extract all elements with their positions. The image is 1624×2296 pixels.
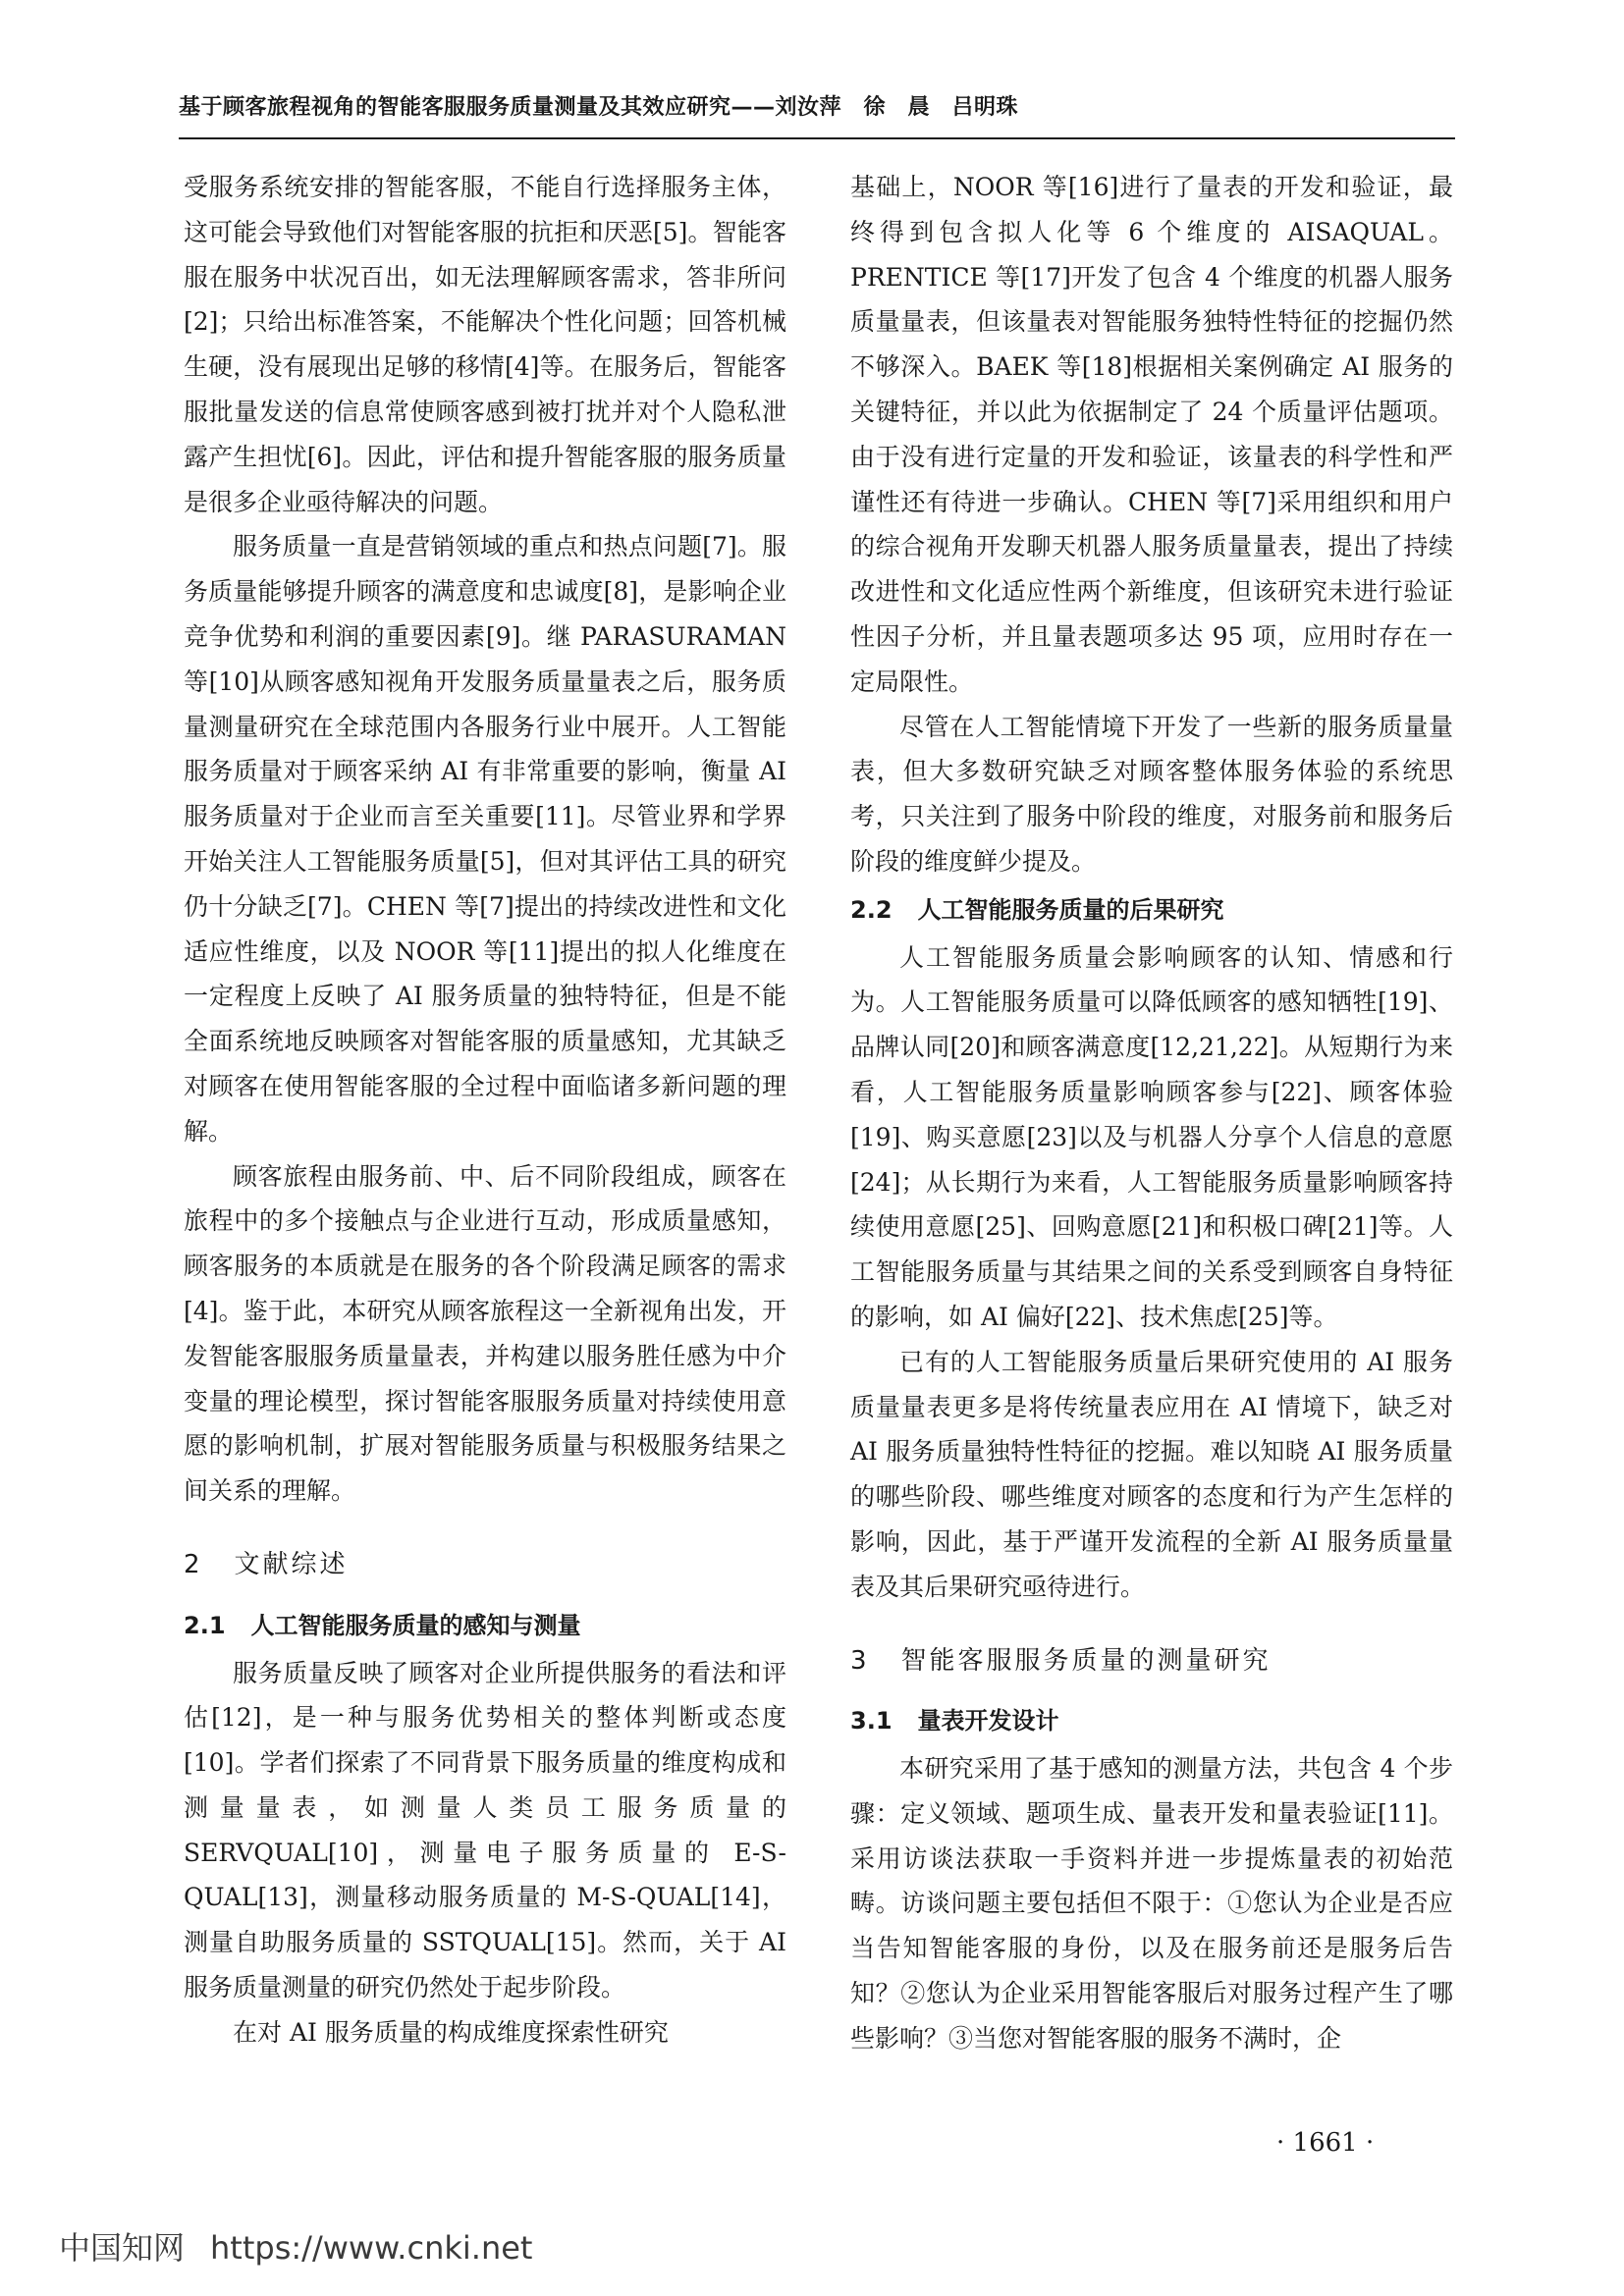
subsection-heading: [850, 1699, 1453, 1744]
paragraph: 在对 AI 服务质量的构成维度探索性研究: [233, 2017, 669, 2047]
subsection-title: 人工智能服务质量的感知与测量: [250, 1611, 581, 1639]
paragraph: 本研究采用了基于感知的测量方法，共包含 4 个步骤：定义领域、题项生成、量表开发和量表验证[11]。采用访谈法获取一手资料并进一步提炼量表的初始范畴。访谈问题主要包括但不限于：①您认为企业是否应当告知智能客服的身份，以及在服务前还是服务后告知？②您认为企业采用智能客服后对服务过程产生了哪些影响？③当您对智能客服的服务不满时，企: [850, 1754, 1453, 2053]
watermark-url[interactable]: https://www.cnki.net: [210, 2229, 533, 2267]
section-title: 智能客服服务质量的测量研究: [900, 1645, 1272, 1676]
section-number: 3: [850, 1645, 870, 1676]
subsection-title: 人工智能服务质量的后果研究: [917, 895, 1224, 924]
paragraph: 已有的人工智能服务质量后果研究使用的 AI 服务质量量表更多是将传统量表应用在 AI 情境下，缺乏对 AI 服务质量独特性特征的挖掘。难以知晓 AI 服务质量的哪些阶段、哪些维度对顾客的态度和行为产生怎样的影响，因此，基于严谨开发流程的全新 AI 服务质量量表及其后果研究亟待进行。: [850, 1347, 1453, 1601]
subsection-number: 3.1: [850, 1707, 893, 1735]
paragraph: 受服务系统安排的智能客服，不能自行选择服务主体，这可能会导致他们对智能客服的抗拒和厌恶[5]。智能客服在服务中状况百出，如无法理解顾客需求，答非所问[2]；只给出标准答案，不能解决个性化问题；回答机械生硬，没有展现出足够的移情[4]等。在服务后，智能客服批量发送的信息常使顾客感到被打扰并对个人隐私泄露产生担忧[6]。因此，评估和提升智能客服的服务质量是很多企业亟待解决的问题。: [184, 173, 786, 516]
cnki-watermark[interactable]: [59, 2223, 532, 2269]
paragraph: 尽管在人工智能情境下开发了一些新的服务质量量表，但大多数研究缺乏对顾客整体服务体验的系统思考，只关注到了服务中阶段的维度，对服务前和服务后阶段的维度鲜少提及。: [850, 712, 1453, 876]
paragraph: 顾客旅程由服务前、中、后不同阶段组成，顾客在旅程中的多个接触点与企业进行互动，形成质量感知，顾客服务的本质就是在服务的各个阶段满足顾客的需求[4]。鉴于此，本研究从顾客旅程这一全新视角出发，开发智能客服服务质量量表，并构建以服务胜任感为中介变量的理论模型，探讨智能客服服务质量对持续使用意愿的影响机制，扩展对智能服务质量与积极服务结果之间关系的理解。: [184, 1161, 786, 1506]
section-title: 文献综述: [234, 1549, 349, 1579]
section-heading: [184, 1543, 786, 1588]
right-column: [850, 165, 1453, 2061]
running-header: 基于顾客旅程视角的智能客服服务质量测量及其效应研究——刘汝萍 徐 晨 吕明珠: [179, 95, 1019, 120]
subsection-number: 2.1: [184, 1611, 226, 1639]
watermark-brand: 中国知网: [59, 2229, 186, 2267]
paragraph: 服务质量反映了顾客对企业所提供服务的看法和评估[12]，是一种与服务优势相关的整体判断或态度[10]。学者们探索了不同背景下服务质量的维度构成和测量量表，如测量人类员工服务质量的 SERVQUAL[10]，测量电子服务质量的 E-S-QUAL[13]，测量移动服务质量的 M-S-QUAL[14]，测量自助服务质量的 SSTQUAL[15]。然而，关于 AI 服务质量测量的研究仍然处于起步阶段。: [184, 1658, 786, 2002]
section-number: 2: [184, 1549, 203, 1579]
left-column: [184, 165, 786, 2056]
subsection-heading: [184, 1604, 786, 1649]
header-rule: [179, 137, 1455, 139]
subsection-title: 量表开发设计: [917, 1707, 1059, 1735]
paragraph: 人工智能服务质量会影响顾客的认知、情感和行为。人工智能服务质量可以降低顾客的感知牺牲[19]、品牌认同[20]和顾客满意度[12,21,22]。从短期行为来看，人工智能服务质量影响顾客参与[22]、顾客体验[19]、购买意愿[23]以及与机器人分享个人信息的意愿[24]；从长期行为来看，人工智能服务质量影响顾客持续使用意愿[25]、回购意愿[21]和积极口碑[21]等。人工智能服务质量与其结果之间的关系受到顾客自身特征的影响，如 AI 偏好[22]、技术焦虑[25]等。: [850, 942, 1453, 1331]
page-number: · 1661 ·: [1276, 2128, 1375, 2158]
subsection-heading: [850, 888, 1453, 934]
subsection-number: 2.2: [850, 895, 893, 924]
paragraph: 服务质量一直是营销领域的重点和热点问题[7]。服务质量能够提升顾客的满意度和忠诚度[8]，是影响企业竞争优势和利润的重要因素[9]。继 PARASURAMAN 等[10]从顾客感知视角开发服务质量量表之后，服务质量测量研究在全球范围内各服务行业中展开。人工智能服务质量对于顾客采纳 AI 有非常重要的影响，衡量 AI 服务质量对于企业而言至关重要[11]。尽管业界和学界开始关注人工智能服务质量[5]，但对其评估工具的研究仍十分缺乏[7]。CHEN 等[7]提出的持续改进性和文化适应性维度，以及 NOOR 等[11]提出的拟人化维度在一定程度上反映了 AI 服务质量的独特特征，但是不能全面系统地反映顾客对智能客服的质量感知，尤其缺乏对顾客在使用智能客服的全过程中面临诸多新问题的理解。: [184, 532, 786, 1146]
paragraph: 基础上，NOOR 等[16]进行了量表的开发和验证，最终得到包含拟人化等 6 个维度的 AISAQUAL。PRENTICE 等[17]开发了包含 4 个维度的机器人服务质量量表，但该量表对智能服务独特性特征的挖掘仍然不够深入。BAEK 等[18]根据相关案例确定 AI 服务的关键特征，并以此为依据制定了 24 个质量评估题项。由于没有进行定量的开发和验证，该量表的科学性和严谨性还有待进一步确认。CHEN 等[7]采用组织和用户的综合视角开发聊天机器人服务质量量表，提出了持续改进性和文化适应性两个新维度，但该研究未进行验证性因子分析，并且量表题项多达 95 项，应用时存在一定局限性。: [850, 173, 1453, 696]
section-heading: [850, 1639, 1453, 1684]
